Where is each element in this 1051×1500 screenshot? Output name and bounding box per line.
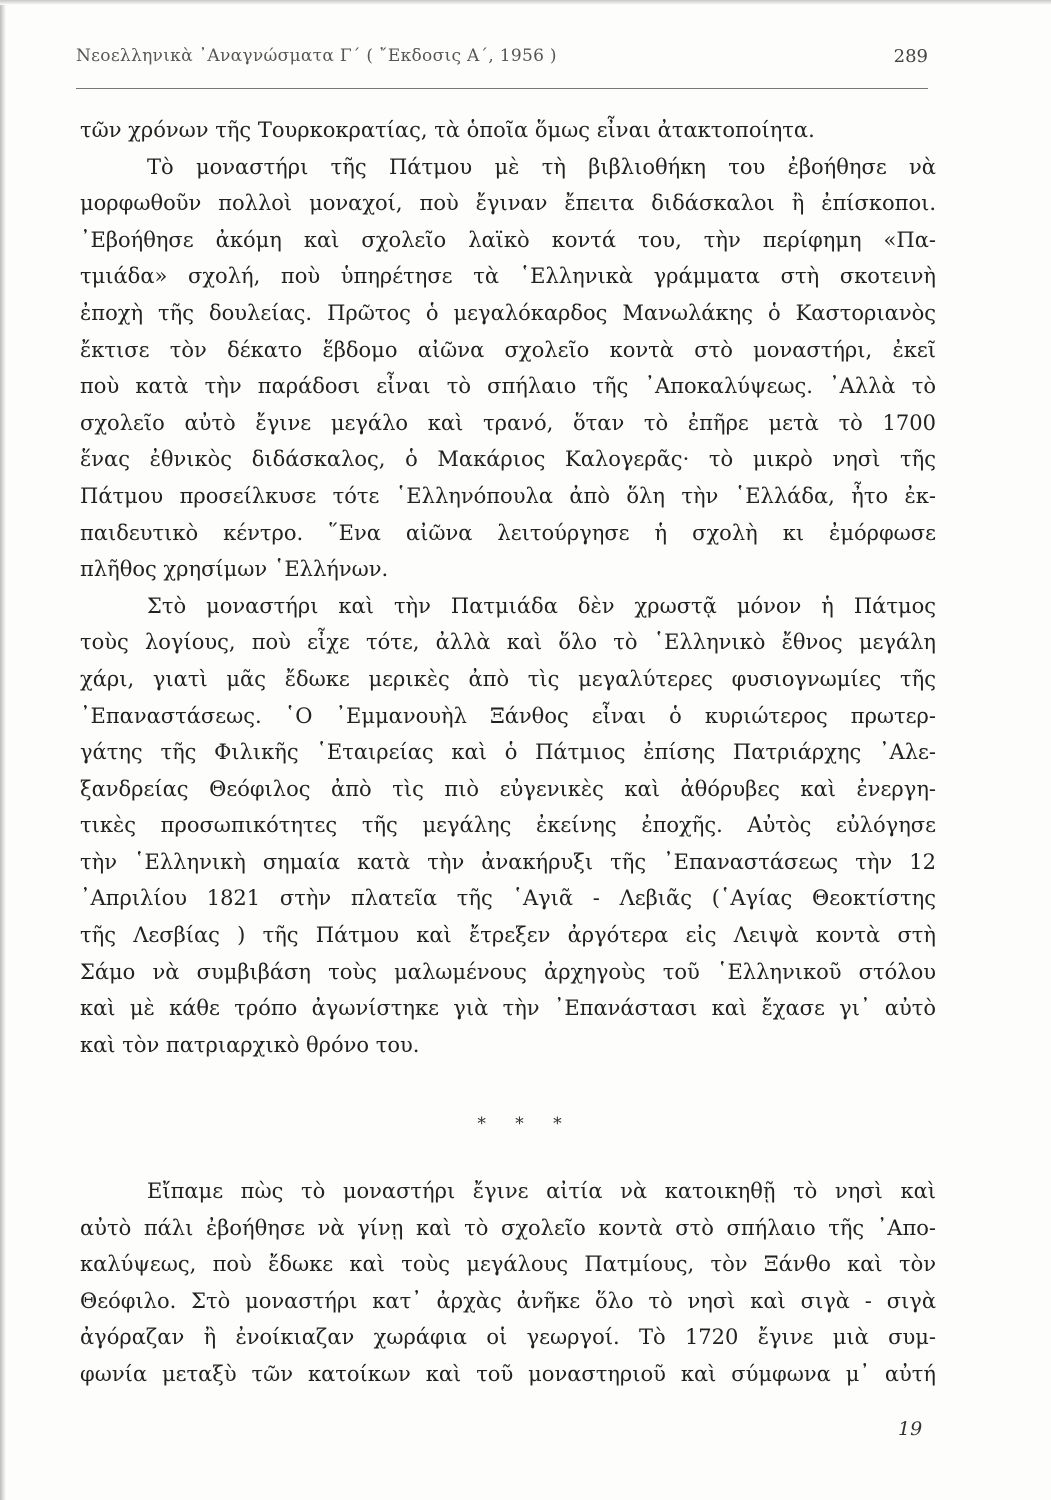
page-number: 289	[893, 46, 928, 67]
text-line: πλῆθος χρησίμων ῾Ελλήνων.	[80, 557, 389, 582]
text-line: Τὸ μοναστήρι τῆς Πάτμου μὲ τὴ βιβλιοθήκη του ἐβοήθησε νὰ	[147, 154, 936, 179]
text-line: καὶ μὲ κάθε τρόπο ἀγωνίστηκε γιὰ τὴν ᾿Επανάστασι καὶ ἔχασε γι᾿ αὐτὸ	[80, 996, 936, 1021]
page-edge-shadow	[0, 0, 6, 1500]
text-line: φωνία μεταξὺ τῶν κατοίκων καὶ τοῦ μοναστηριοῦ καὶ σύμφωνα μ᾿ αὐτή	[80, 1361, 936, 1386]
text-line: ᾿Εβοήθησε ἀκόμη καὶ σχολεῖο λαϊκὸ κοντά του, τὴν περίφημη «Πα-	[80, 227, 936, 252]
text-line: ἕνας ἐθνικὸς διδάσκαλος, ὁ Μακάριος Καλογερᾶς· τὸ μικρὸ νησὶ τῆς	[80, 447, 936, 472]
text-line: τοὺς λογίους, ποὺ εἶχε τότε, ἀλλὰ καὶ ὅλο τὸ ῾Ελληνικὸ ἔθνος μεγάλη	[80, 630, 936, 655]
text-line: ᾿Απριλίου 1821 στὴν πλατεῖα τῆς ῾Αγιᾶ - Λεβιᾶς (῾Αγίας Θεοκτίστης	[80, 886, 936, 911]
body-text	[80, 112, 936, 1063]
text-line: ᾿Επαναστάσεως. ῾Ο ᾿Εμμανουὴλ Ξάνθος εἶναι ὁ κυριώτερος πρωτερ-	[80, 703, 936, 728]
text-line: τῆς Λεσβίας ) τῆς Πάτμου καὶ ἔτρεξεν ἀργότερα εἰς Λειψὰ κοντὰ στὴ	[80, 923, 936, 948]
text-line: Στὸ μοναστήρι καὶ τὴν Πατμιάδα δὲν χρωστᾷ μόνον ἡ Πάτμος	[147, 593, 936, 618]
text-line: Σάμο νὰ συμβιβάση τοὺς μαλωμένους ἀρχηγοὺς τοῦ ῾Ελληνικοῦ στόλου	[80, 959, 936, 984]
closing-paragraph	[80, 1173, 936, 1393]
text-line: αὐτὸ πάλι ἐβοήθησε νὰ γίνῃ καὶ τὸ σχολεῖο κοντὰ στὸ σπήλαιο τῆς ᾿Απο-	[80, 1215, 936, 1240]
text-line: παιδευτικὸ κέντρο. ῞Ενα αἰῶνα λειτούργησε ἡ σχολὴ κι ἐμόρφωσε	[80, 520, 936, 545]
text-line: χάρι, γιατὶ μᾶς ἔδωκε μερικὲς ἀπὸ τὶς μεγαλύτερες φυσιογνωμίες τῆς	[80, 666, 936, 691]
section-separator: * * *	[477, 1114, 574, 1134]
text-line: Εἴπαμε πὼς τὸ μοναστήρι ἔγινε αἰτία νὰ κατοικηθῇ τὸ νησὶ καὶ	[147, 1179, 936, 1203]
text-line: τὴν ῾Ελληνικὴ σημαία κατὰ τὴν ἀνακήρυξι τῆς ᾿Επαναστάσεως τὴν 12	[80, 849, 936, 874]
text-line: ξανδρείας Θεόφιλος ἀπὸ τὶς πιὸ εὐγενικὲς καὶ ἀθόρυβες καὶ ἐνεργη-	[80, 776, 936, 801]
text-line: μορφωθοῦν πολλοὶ μοναχοί, ποὺ ἔγιναν ἔπειτα διδάσκαλοι ἢ ἐπίσκοποι.	[80, 191, 936, 216]
text-line: Θεόφιλο. Στὸ μοναστήρι κατ᾿ ἀρχὰς ἀνῆκε ὅλο τὸ νησὶ καὶ σιγὰ - σιγὰ	[80, 1288, 936, 1313]
text-line: Πάτμου προσείλκυσε τότε ῾Ελληνόπουλα ἀπὸ ὅλη τὴν ῾Ελλάδα, ἦτο ἐκ-	[80, 483, 936, 508]
text-line: ποὺ κατὰ τὴν παράδοσι εἶναι τὸ σπήλαιο τῆς ᾿Αποκαλύψεως. ᾿Αλλὰ τὸ	[80, 374, 936, 399]
text-line: γάτης τῆς Φιλικῆς ῾Εταιρείας καὶ ὁ Πάτμιος ἐπίσης Πατριάρχης ᾿Αλε-	[80, 740, 936, 765]
page-top-shadow	[0, 0, 1051, 5]
text-line: ἐποχὴ τῆς δουλείας. Πρῶτος ὁ μεγαλόκαρδος Μανωλάκης ὁ Καστοριανὸς	[80, 300, 936, 325]
header-rule	[76, 88, 928, 89]
text-line: ἀγόραζαν ἢ ἐνοίκιαζαν χωράφια οἱ γεωργοί. Τὸ 1720 ἔγινε μιὰ συμ-	[80, 1325, 936, 1350]
text-line: καλύψεως, ποὺ ἔδωκε καὶ τοὺς μεγάλους Πατμίους, τὸν Ξάνθο καὶ τὸν	[80, 1252, 936, 1277]
text-line: ἔκτισε τὸν δέκατο ἕβδομο αἰῶνα σχολεῖο κοντὰ στὸ μοναστήρι, ἐκεῖ	[80, 337, 936, 362]
text-line: καὶ τὸν πατριαρχικὸ θρόνο του.	[80, 1032, 420, 1057]
text-line: τμιάδα» σχολή, ποὺ ὑπηρέτησε τὰ ῾Ελληνικὰ γράμματα στὴ σκοτεινὴ	[80, 264, 936, 289]
printer-signature-mark: 19	[898, 1418, 923, 1440]
text-line: τικὲς προσωπικότητες τῆς μεγάλης ἐκείνης ἐποχῆς. Αὐτὸς εὐλόγησε	[80, 813, 936, 838]
page-header	[76, 46, 928, 72]
text-line: σχολεῖο αὐτὸ ἔγινε μεγάλο καὶ τρανό, ὅταν τὸ ἐπῆρε μετὰ τὸ 1700	[80, 410, 936, 435]
running-title: Νεοελληνικὰ ᾿Αναγνώσματα Γ΄ ( ῎Εκδοσις Α΄, 1956 )	[76, 46, 557, 66]
text-line: τῶν χρόνων τῆς Τουρκοκρατίας, τὰ ὁποῖα ὅμως εἶναι ἀτακτοποίητα.	[80, 118, 815, 142]
